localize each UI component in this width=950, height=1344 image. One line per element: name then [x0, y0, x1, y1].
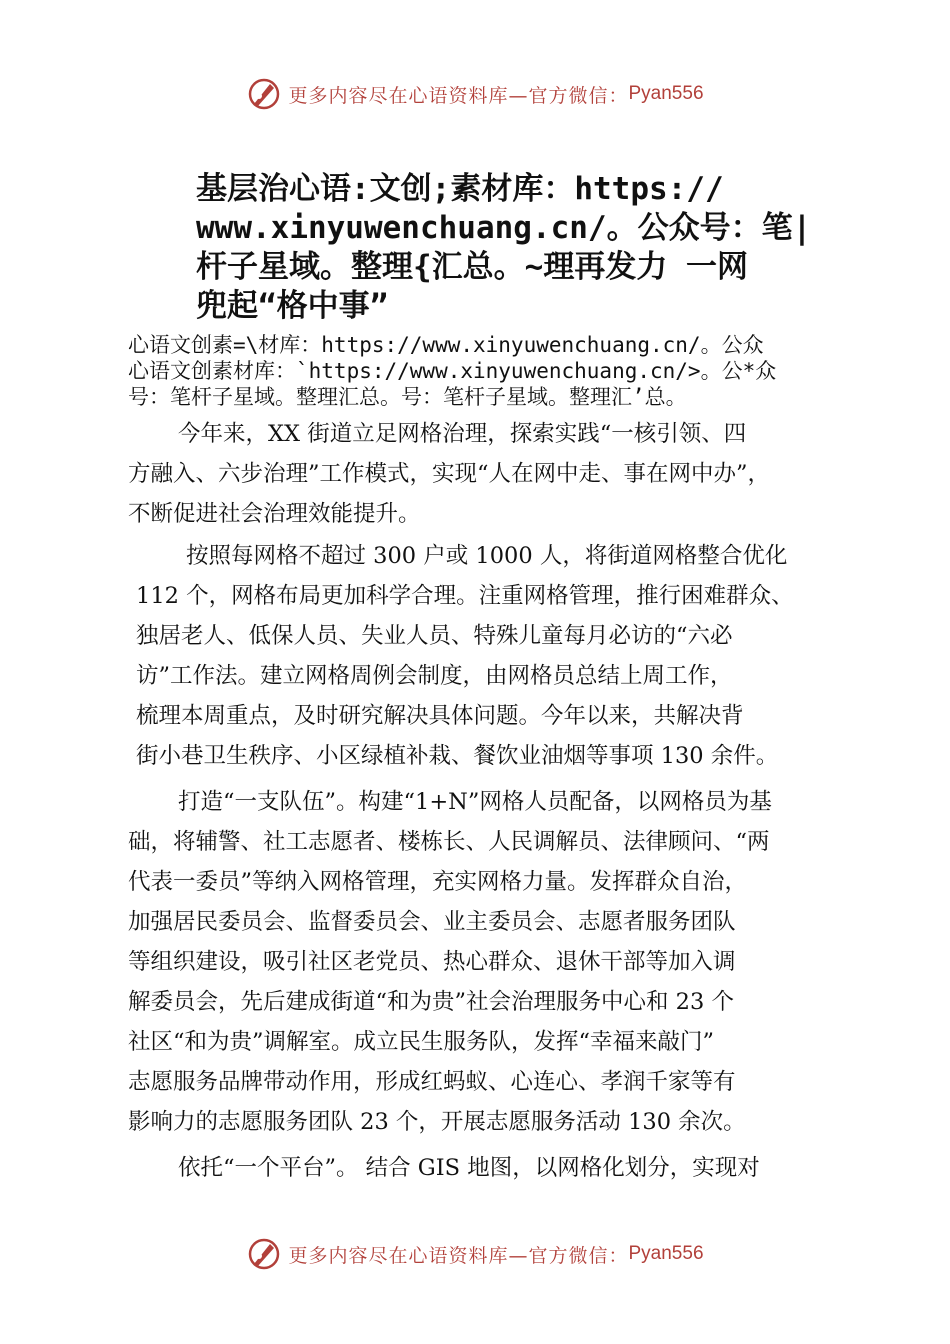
paragraph-line: 今年来，XX 街道立足网格治理，探索实践“一核引领、四: [178, 421, 747, 447]
paragraph-line: 志愿服务品牌带动作用，形成红蚂蚁、心连心、孝润千家等有: [128, 1069, 736, 1095]
paragraph-line: 不断促进社会治理效能提升。: [128, 501, 421, 527]
title-line: 基层治心语:文创;素材库：https://: [196, 171, 724, 207]
paragraph-line: 依托“一个平台”。 结合 GIS 地图，以网格化划分，实现对: [178, 1155, 760, 1181]
title-line: www.xinyuwenchuang.cn/。公众号：笔|: [196, 210, 812, 246]
document-title: [196, 170, 836, 326]
title-line: 杆子星域。整理{汇总。~理再发力 一网: [196, 249, 748, 285]
paragraph-line: 梳理本周重点，及时研究解决具体问题。今年以来，共解决背: [136, 703, 744, 729]
pen-circle-logo-icon: [246, 1236, 282, 1272]
paragraph-line: 街小巷卫生秩序、小区绿植补栽、餐饮业油烟等事项 130 余件。: [136, 743, 779, 769]
paragraph-line: 112 个，网格布局更加科学合理。注重网格管理，推行困难群众、: [136, 583, 794, 609]
body-paragraph-3: [128, 782, 828, 1142]
banner-text: 更多内容尽在心语资料库—官方微信：: [288, 84, 629, 107]
paragraph-line: 代表一委员”等纳入网格管理，充实网格力量。发挥群众自治，: [128, 869, 748, 895]
paragraph-line: 础，将辅警、社工志愿者、楼栋长、人民调解员、法律顾问、“两: [128, 829, 770, 855]
paragraph-line: 影响力的志愿服务团队 23 个，开展志愿服务活动 130 余次。: [128, 1109, 746, 1135]
paragraph-line: 加强居民委员会、监督委员会、业主委员会、志愿者服务团队: [128, 909, 736, 935]
paragraph-line: 打造“一支队伍”。构建“1+N”网格人员配备，以网格员为基: [178, 789, 772, 815]
paragraph-line: 等组织建设，吸引社区老党员、热心群众、退休干部等加入调: [128, 949, 736, 975]
body-paragraph-1: [128, 414, 828, 534]
pen-circle-logo-icon: [246, 76, 282, 112]
source-line: 心语文创素材库：`https://www.xinyuwenchuang.cn/>。公*众: [128, 359, 777, 383]
header-banner: [0, 72, 950, 116]
title-line: 兜起“格中事”: [196, 288, 389, 324]
paragraph-line: 访”工作法。建立网格周例会制度，由网格员总结上周工作，: [136, 663, 733, 689]
source-notice: [128, 332, 828, 410]
body-paragraph-2: [136, 536, 826, 776]
paragraph-line: 独居老人、低保人员、失业人员、特殊儿童每月必访的“六必: [136, 623, 733, 649]
paragraph-line: 解委员会，先后建成街道“和为贵”社会治理服务中心和 23 个: [128, 989, 734, 1015]
banner-wechat-id: Pyan556: [628, 1243, 704, 1264]
paragraph-line: 社区“和为贵”调解室。成立民生服务队，发挥“幸福来敲门”: [128, 1029, 715, 1055]
source-line: 号：笔杆子星域。整理汇总。号：笔杆子星域。整理汇’总。: [128, 385, 687, 409]
paragraph-line: 按照每网格不超过 300 户或 1000 人，将街道网格整合优化: [186, 543, 788, 569]
banner-wechat-id: Pyan556: [628, 83, 704, 104]
body-paragraph-4: [128, 1148, 828, 1188]
footer-banner: [0, 1232, 950, 1276]
source-line: 心语文创素=\材库：https://www.xinyuwenchuang.cn/。公众: [128, 333, 764, 357]
paragraph-line: 方融入、六步治理”工作模式，实现“人在网中走、事在网中办”，: [128, 461, 771, 487]
banner-text: 更多内容尽在心语资料库—官方微信：: [288, 1244, 629, 1267]
